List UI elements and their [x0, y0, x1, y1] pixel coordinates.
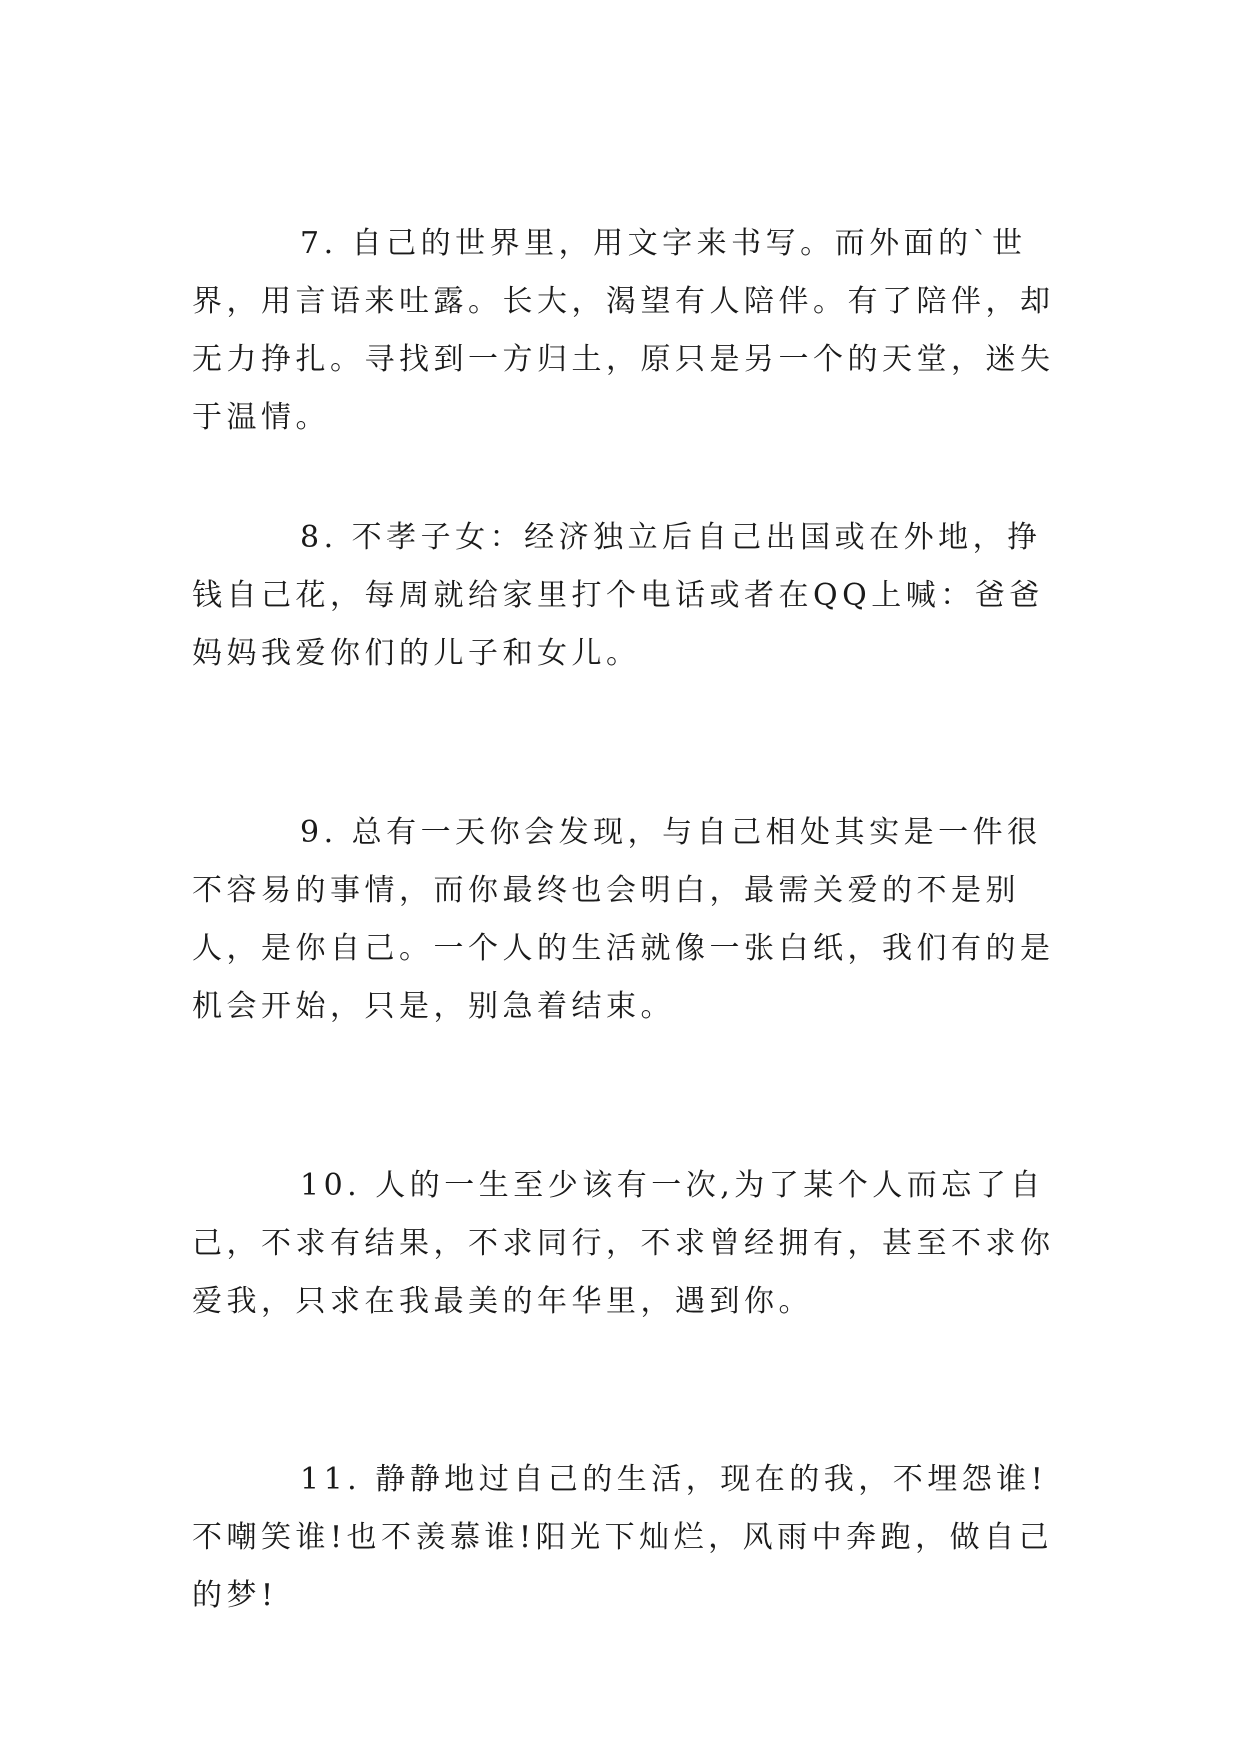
paragraph-10: 10. 人的一生至少该有一次,为了某个人而忘了自己，不求有结果，不求同行，不求曾经拥有，甚至不求你爱我，只求在我最美的年华里，遇到你。 — [192, 1168, 1055, 1319]
paragraph-11: 11. 静静地过自己的生活，现在的我，不埋怨谁!不嘲笑谁!也不羡慕谁!阳光下灿烂，风雨中奔跑，做自己的梦! — [192, 1462, 1054, 1613]
paragraph-8: 8. 不孝子女：经济独立后自己出国或在外地，挣钱自己花，每周就给家里打个电话或者在QQ上喊：爸爸妈妈我爱你们的儿子和女儿。 — [192, 520, 1044, 671]
paragraph-7: 7. 自己的世界里，用文字来书写。而外面的`世界，用言语来吐露。长大，渴望有人陪伴。有了陪伴，却无力挣扎。寻找到一方归土，原只是另一个的天堂，迷失于温情。 — [192, 226, 1055, 435]
paragraph-9: 9. 总有一天你会发现，与自己相处其实是一件很不容易的事情，而你最终也会明白，最需关爱的不是别人，是你自己。一个人的生活就像一张白纸，我们有的是机会开始，只是，别急着结束。 — [192, 815, 1055, 1024]
